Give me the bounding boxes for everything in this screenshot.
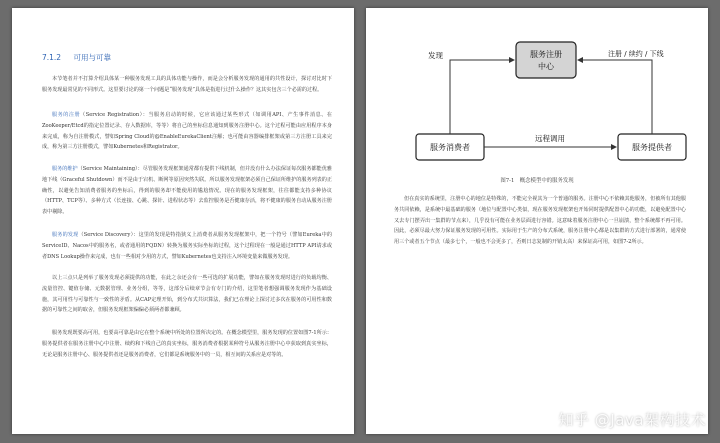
text-discovery: （Service Discovery）：这里的发现是特指狭义上消费者从服务发现框架中，把一个符号（譬如Eureka中的ServiceID、Nacos中的服务名，或者通用的FQDN）转换为服务实际坐标的过程，这个过程现在一般是通过HTTP API请求或者DNS Lookup操作来完成，也有一些相对少用的方式，譬如Kubernetes也支持注入环境变量来做服务发现。 <box>42 232 332 260</box>
text-registration: （Service Registration）：当服务启动的时候，它应该通过某些形式（如调用API、产生事件消息、在ZooKeeper/Etcd的指定位置记录、存入数据库，等等）将自己的坐标信息通知到服务注册中心。这个过程可能由应用程序本身来完成，称为自注册模式，譬如Spring Cloud的@EnableEurekaClient注解；也可能由容器编排框架或第三方注册工具来完成，称为第三方注册模式，譬如Kubernetes和Registrator。 <box>42 112 332 151</box>
paragraph-extensions: 以上三点只是列举了服务发现必须提供的功能，在此之余还会有一些可选的扩展功能，譬如在服务发现时进行的负载均衡、流量管控、键值存储、元数据管理、业务分组，等等，这部分后续章节会有专门的介绍，这里笔者想强调服务发现作为基础设施，其可用性与可靠性与一致性的矛盾。从CAP定理开始，到分布式共识算法，我们已在理论上探讨过多次在服务的可用性和数据的可靠性之间的取舍，但服务发现框架偏偏必须两者都兼顾。 <box>42 275 332 314</box>
registry-label-line2: 中心 <box>538 62 554 71</box>
section-heading <box>42 52 121 63</box>
remote-call-label: 远程调用 <box>535 134 565 143</box>
intro-paragraph: 本节笔者并不打算介绍具体某一种服务发现工具的具体功能与操作，而是会分析服务发现的通用的共性设计，探讨对比时下服务发现最常见的不同形式。这里要讨论的第一个问题是“服务发现”具体是指进行过什么操作？这其实包含三个必需的过程。 <box>42 76 332 93</box>
registry-label-line1: 服务注册 <box>530 50 562 59</box>
text-maintaining: （Service Maintaining）：尽管服务发现框架通常都有提供下线机制，但并没有什么办法保证每次服务都能优雅地下线（Graceful Shutdown）而不是由于宕机、断网等原因突然失联。所以服务发现框架必须自己保证所维护的服务列表的正确性，以避免告知消费者服务的坐标后，得到的服务却不能使用的尴尬情况。现在的服务发现框架，往往都能支持多种协议（HTTP、TCP等）、多种方式（长连接、心跳、探针、进程状态等）去监控服务是否健康存活，将不健康的服务自动从服务注册表中剔除。 <box>42 166 332 216</box>
term-discovery: 服务的发现 <box>52 232 79 238</box>
discover-label: 发现 <box>428 51 443 60</box>
provider-label: 服务提供者 <box>632 143 672 152</box>
item-discovery <box>42 230 332 262</box>
consumer-label: 服务消费者 <box>430 143 470 152</box>
register-arrow <box>578 60 652 134</box>
left-page <box>12 8 354 434</box>
register-label: 注册 / 续约 / 下线 <box>608 50 664 58</box>
item-maintaining <box>42 164 332 218</box>
registry-paragraph: 但在真实的系统里，注册中心的地位是特殊的，不能完全视其为一个普通的服务。注册中心不依赖其他服务，但被所有其他服务共同依赖，是系统中最基础的服务（地位与配置中心类似，现在服务发现框架也开始同时提供配置中心的功能，以避免配置中心又去专门摆弄出一集群的节点来），几乎没有可能在业务层面进行容错。这意味着服务注册中心一旦崩溃，整个系统都不再可用。因此，必须尽最大努力保证服务发现的可用性。实际用于生产的分布式系统，服务注册中心都是以集群的方式进行部署的，通常使用三个或者五个节点（最多七个，一般也不会更多了，否则日志复制的开销太高）来保证高可用，如图7-2所示。 <box>394 196 686 246</box>
discover-arrow <box>450 60 514 134</box>
right-page <box>366 8 708 434</box>
watermark-text: 知乎 @Java架构技术 <box>558 411 706 429</box>
item-registration <box>42 110 332 153</box>
paragraph-position: 服务发现既要高可用，也要高可靠是由它在整个系统中所处的位置所决定的。在概念模型里，服务发现的位置如图7-1所示：服务提供者在服务注册中心中注册、续约和下线自己的真实坐标，服务消费者根据某种符号从服务注册中心中获取到真实坐标，无论是服务注册中心、服务提供者还是服务消费者，它们都是系统服务中的一员，相互间的关系应是对等的。 <box>42 330 332 358</box>
registry-box <box>516 42 576 78</box>
section-title: 可用与可靠 <box>73 53 111 62</box>
section-number: 7.1.2 <box>42 53 62 62</box>
figure-caption: 图7-1 概念模型中的服务发现 <box>500 178 574 184</box>
term-maintaining: 服务的维护 <box>52 166 78 172</box>
term-registration: 服务的注册 <box>52 112 81 118</box>
service-discovery-diagram <box>394 22 694 172</box>
